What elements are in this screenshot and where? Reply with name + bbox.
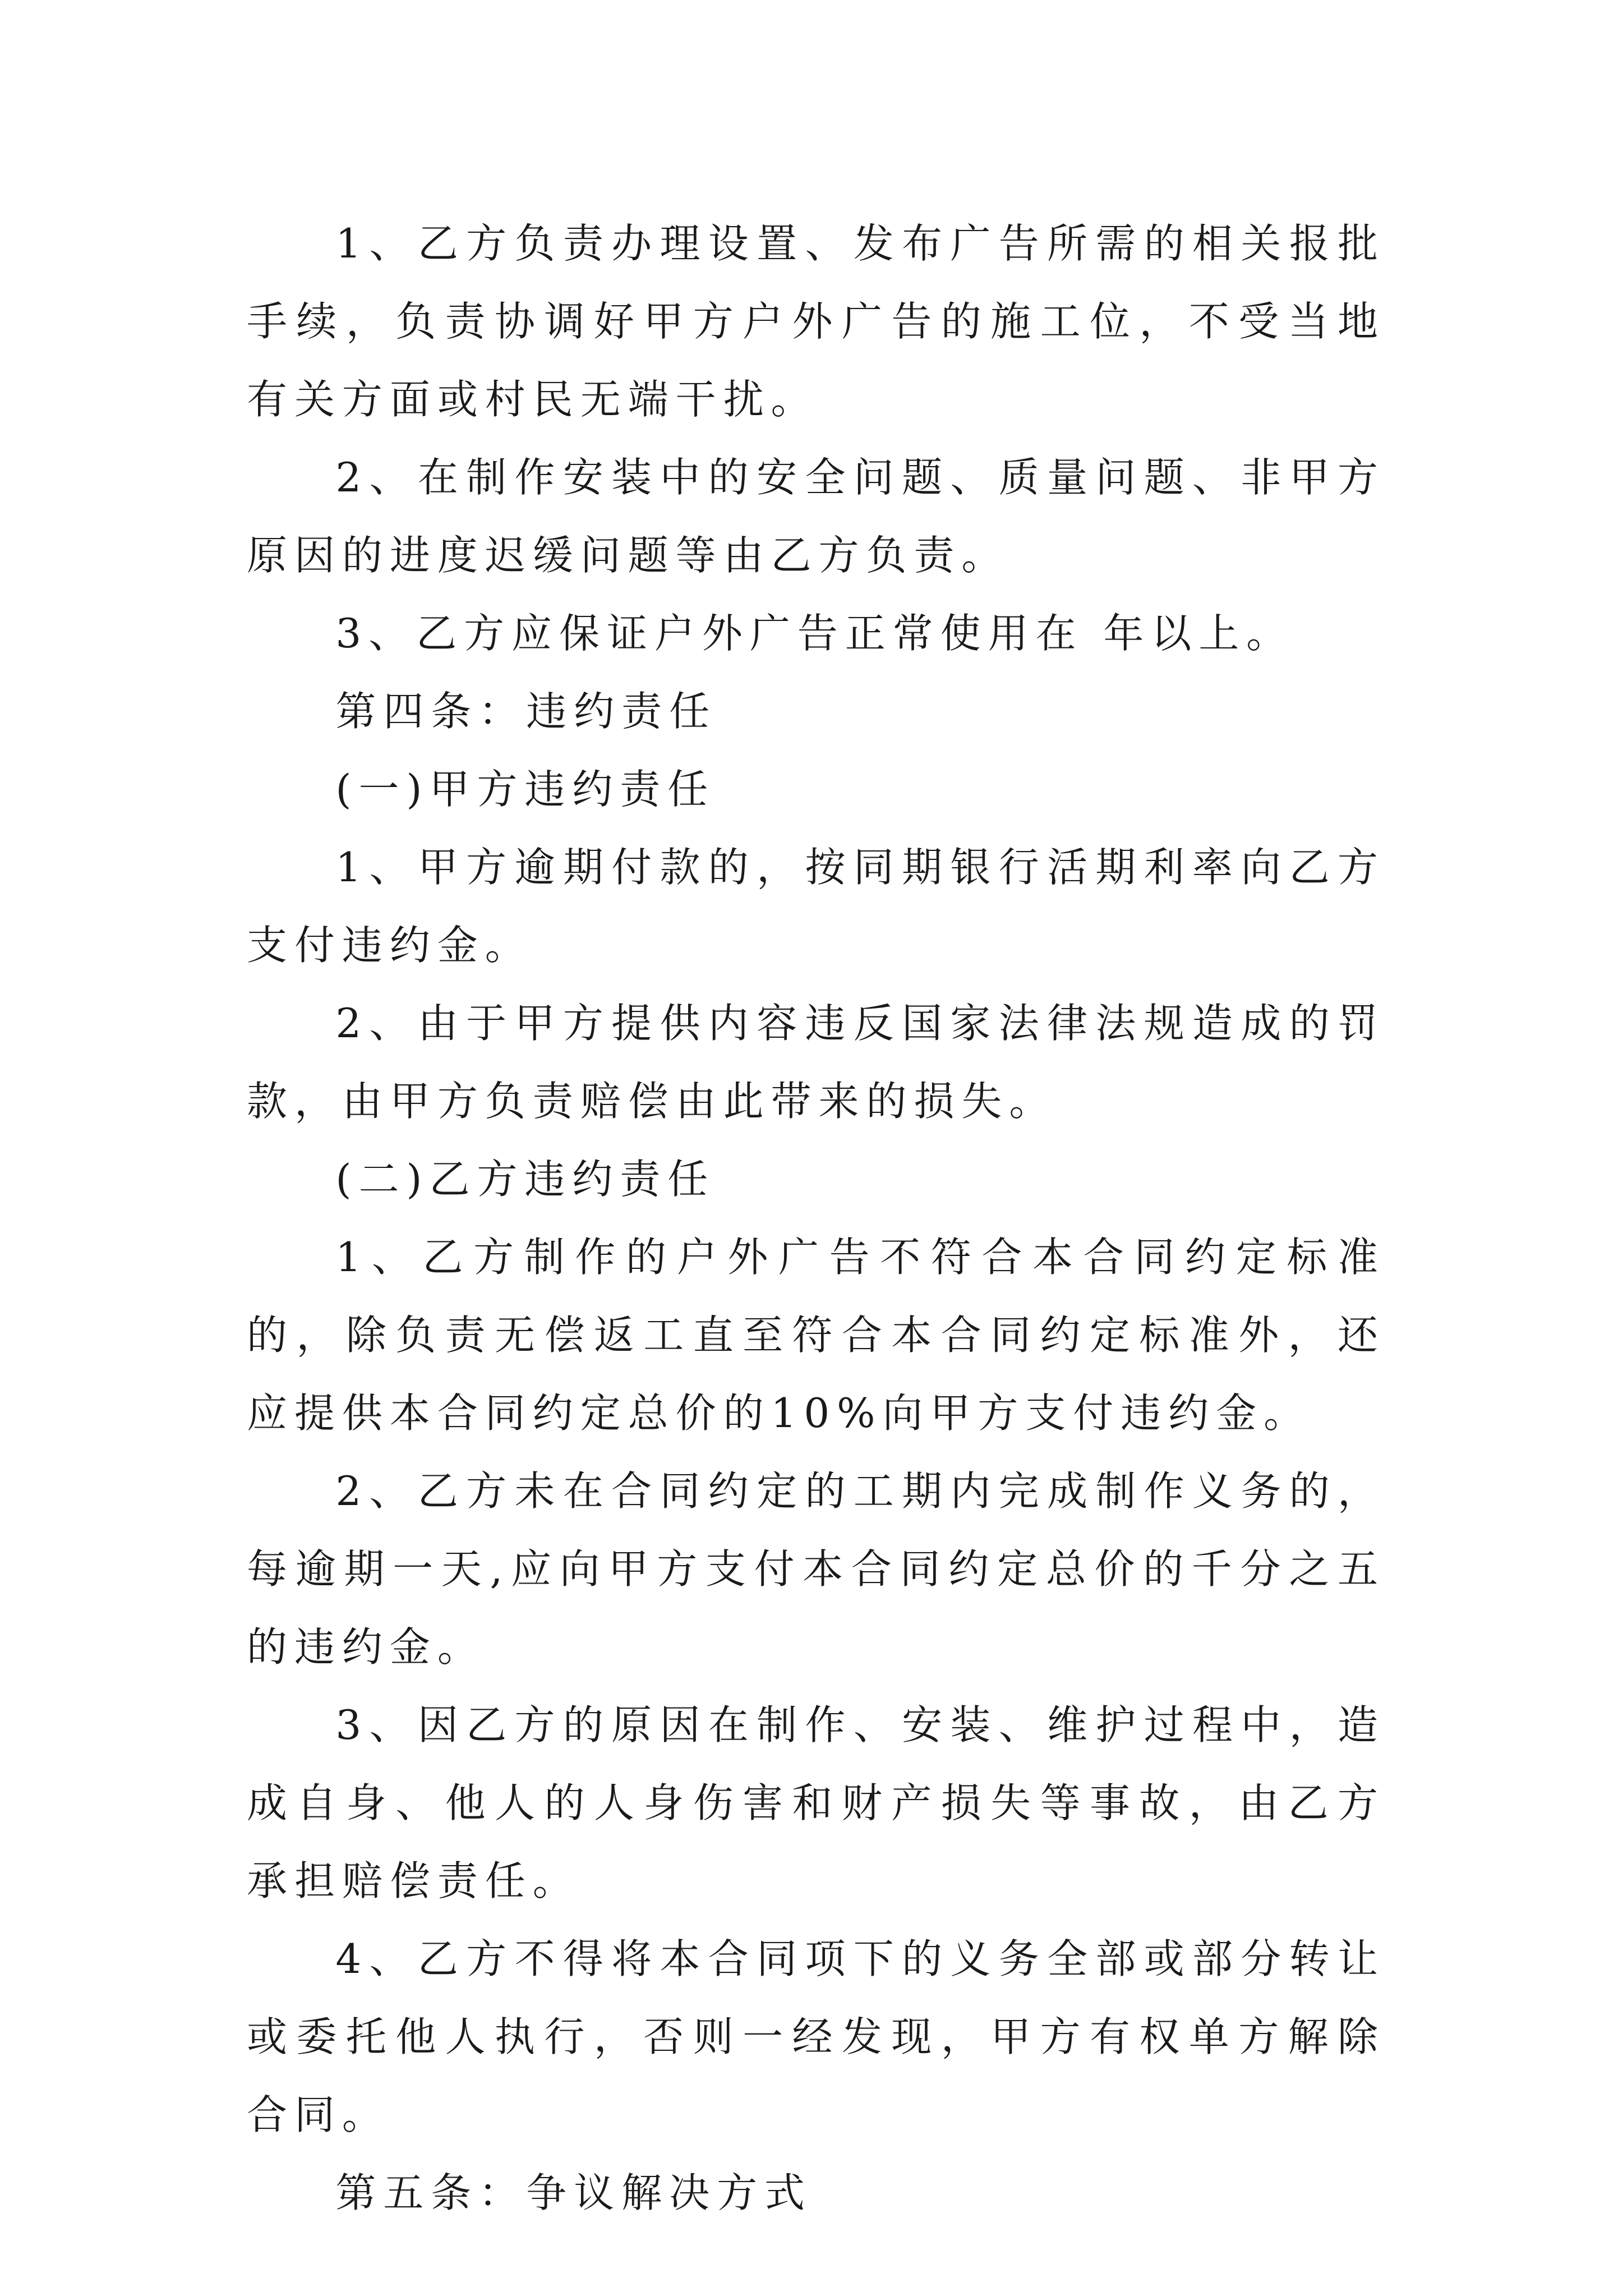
subsection-heading: (一)甲方违约责任	[335, 766, 716, 813]
clause-paragraph: 4、乙方不得将本合同项下的义务全部或部分转让或委托他人执行，否则一经发现，甲方有权单方解除合同。	[247, 1935, 1385, 2138]
section-heading: 第四条：违约责任	[335, 688, 717, 735]
document-body	[247, 205, 1385, 2232]
subsection-heading: (二)乙方违约责任	[335, 1156, 716, 1203]
clause-paragraph: 1、甲方逾期付款的，按同期银行活期利率向乙方支付违约金。	[247, 844, 1385, 969]
clause-paragraph: 2、在制作安装中的安全问题、质量问题、非甲方原因的进度迟缓问题等由乙方负责。	[247, 454, 1385, 579]
clause-paragraph: 1、乙方制作的户外广告不符合本合同约定标准的，除负责无偿返工直至符合本合同约定标准外，还应提供本合同约定总价的10%向甲方支付违约金。	[247, 1234, 1385, 1437]
clause-paragraph: 2、由于甲方提供内容违反国家法律法规造成的罚款，由甲方负责赔偿由此带来的损失。	[247, 1000, 1385, 1125]
clause-paragraph: 3、乙方应保证户外广告正常使用在 年以上。	[335, 610, 1294, 657]
clause-paragraph: 3、因乙方的原因在制作、安装、维护过程中，造成自身、他人的人身伤害和财产损失等事故，由乙方承担赔偿责任。	[247, 1701, 1385, 1904]
clause-paragraph: 1、乙方负责办理设置、发布广告所需的相关报批手续，负责协调好甲方户外广告的施工位，不受当地有关方面或村民无端干扰。	[247, 220, 1385, 423]
section-heading: 第五条：争议解决方式	[335, 2169, 812, 2216]
clause-paragraph: 2、乙方未在合同约定的工期内完成制作义务的，每逾期一天,应向甲方支付本合同约定总价的千分之五的违约金。	[247, 1467, 1385, 1671]
